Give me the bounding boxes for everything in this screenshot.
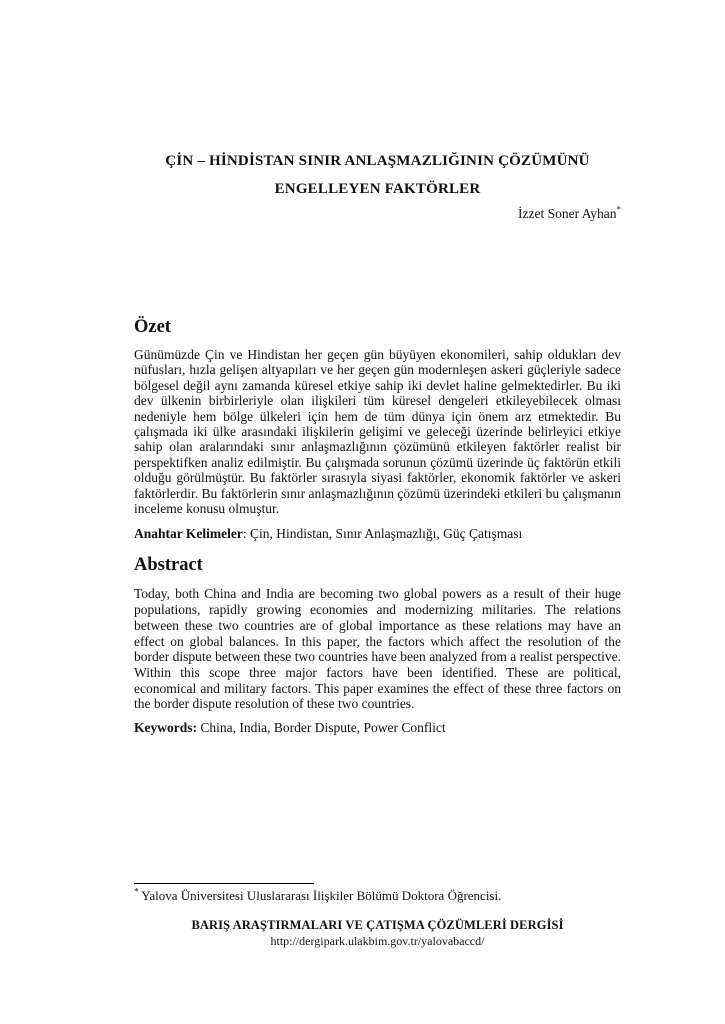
- author-name: İzzet Soner Ayhan: [518, 206, 617, 221]
- keywords-label: Keywords:: [134, 720, 197, 736]
- author-footnote-marker: *: [616, 204, 621, 215]
- anahtar-kelimeler-value: : Çin, Hindistan, Sınır Anlaşmazlığı, Güç Çatışması: [242, 526, 523, 542]
- anahtar-kelimeler-label: Anahtar Kelimeler: [134, 526, 243, 542]
- author-line: [134, 205, 621, 222]
- journal-name: BARIŞ ARAŞTIRMALARI VE ÇATIŞMA ÇÖZÜMLERİ DERGİSİ: [191, 918, 564, 932]
- keywords-line: [134, 720, 621, 736]
- paper-title: [134, 147, 621, 203]
- journal-url: http://dergipark.ulakbim.gov.tr/yalovabaccd/: [270, 934, 485, 948]
- footnote-text: [134, 888, 621, 904]
- ozet-heading: Özet: [134, 317, 171, 337]
- footnote-area: [134, 883, 621, 904]
- ozet-paragraph: Günümüzde Çin ve Hindistan her geçen gün büyüyen ekonomileri, sahip oldukları dev nüfusları, hızla gelişen altyapıları ve her geçen gün modernleşen askeri güçleriyle sadece bölgesel değil aynı zamanda küresel etkiye sahip iki devlet haline gelmektedirler. Bu iki dev ülkenin birbirleriyle olan ilişkileri tüm küresel dengeleri etkileyebilecek olması nedeniyle hem bölge ülkeleri için hem de tüm dünya için önem arz etmektedir. Bu çalışmada iki ülke arasındaki ilişkilerin gelişimi ve geleceği üzerinde belirleyici etkiye sahip olan aralarındaki sınır anlaşmazlığının çözümünü etkileyen faktörler realist bir perspektifken analiz edilmiştir. Bu çalışmada sorunun çözümü üzerinde üç faktörün etkili olduğu görülmüştür. Bu faktörler sırasıyla siyasi faktörler, ekonomik faktörler ve askeri faktörlerdir. Bu faktörlerin sınır anlaşmazlığının çözümü üzerindeki etkileri bu çalışmanın inceleme konusu olmuştur.: [134, 347, 621, 517]
- paper-title-line2: ENGELLEYEN FAKTÖRLER: [274, 181, 481, 197]
- footnote-marker: *: [134, 886, 139, 897]
- journal-footer: [134, 917, 621, 949]
- abstract-paragraph: Today, both China and India are becoming two global powers as a result of their huge populations, rapidly growing economies and modernizing militaries. The relations between these two countries are of global importance as these relations may have an effect on global balances. In this paper, the factors which affect the resolution of the border dispute between these two countries have been analyzed from a realist perspective. Within this scope three major factors have been identified. These are political, economical and military factors. This paper examines the effect of these three factors on the border dispute resolution of these two countries.: [134, 586, 621, 712]
- paper-content: [134, 0, 621, 736]
- abstract-heading: Abstract: [134, 555, 203, 576]
- footnote-separator: [134, 883, 314, 884]
- footnote-content: Yalova Üniversitesi Uluslararası İlişkiler Bölümü Doktora Öğrencisi.: [138, 888, 502, 903]
- keywords-value: China, India, Border Dispute, Power Conflict: [197, 720, 446, 736]
- paper-title-line1: ÇİN – HİNDİSTAN SINIR ANLAŞMAZLIĞININ ÇÖZÜMÜNÜ: [165, 153, 590, 169]
- anahtar-kelimeler-line: [134, 526, 621, 542]
